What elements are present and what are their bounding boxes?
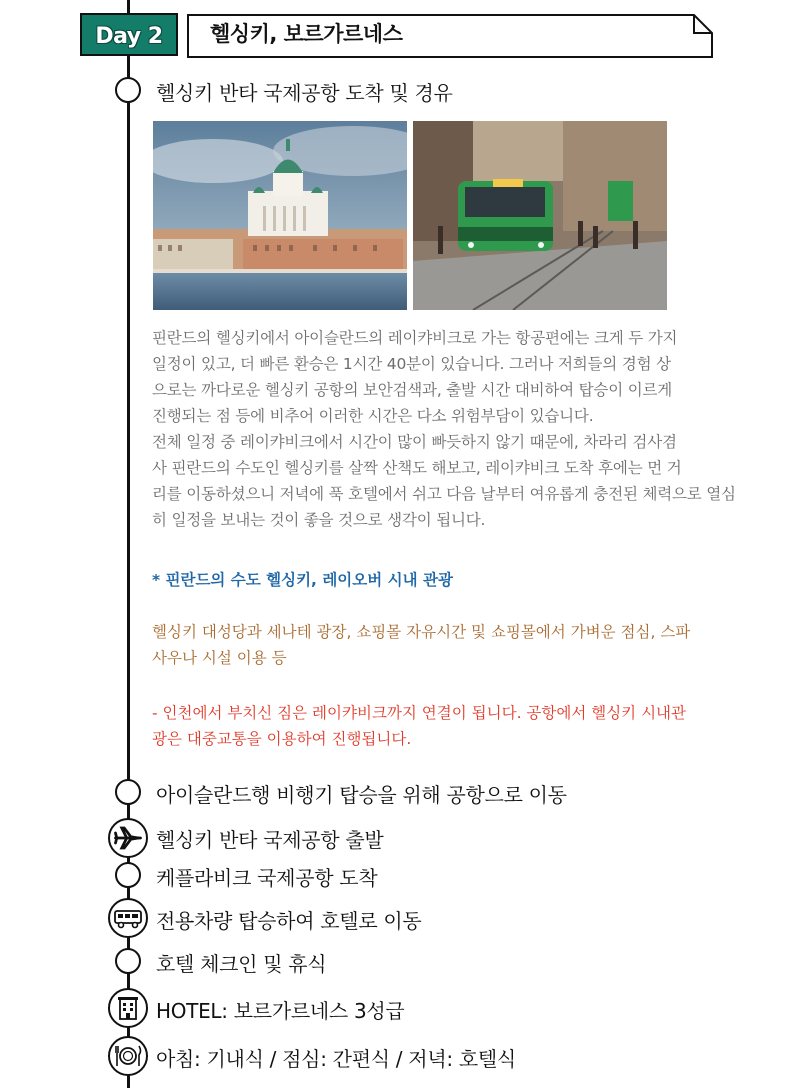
step-bus: 전용차량 탑승하여 호텔로 이동	[156, 909, 422, 933]
timeline-node	[115, 77, 141, 103]
timeline-node	[115, 862, 141, 888]
day-badge: Day 2	[80, 13, 178, 56]
step-to-airport: 아이슬란드행 비행기 탑승을 위해 공항으로 이동	[156, 783, 567, 807]
day-title: 헬싱키, 보르가르네스	[210, 22, 403, 46]
bus-icon	[108, 898, 148, 938]
step-hotel: HOTEL: 보르가르네스 3성급	[156, 999, 405, 1023]
layover-subtitle: * 핀란드의 수도 헬싱키, 레이오버 시내 관광	[152, 571, 453, 589]
step-arrive-kef: 케플라비크 국제공항 도착	[156, 866, 378, 890]
baggage-warning: - 인천에서 부치신 짐은 레이캬비크까지 연결이 됩니다. 공항에서 헬싱키 시내관 광은 대중교통을 이용하여 진행됩니다.	[152, 704, 687, 748]
cathedral-photo	[153, 121, 407, 310]
tram-photo	[413, 121, 667, 310]
timeline-node	[115, 948, 141, 974]
step-meals: 아침: 기내식 / 점심: 간편식 / 저녁: 호텔식	[156, 1047, 516, 1071]
timeline-node	[115, 779, 141, 805]
plane-icon	[108, 818, 148, 858]
step-arrival: 헬싱키 반타 국제공항 도착 및 경유	[156, 81, 453, 105]
meal-icon	[108, 1036, 148, 1076]
step-checkin: 호텔 체크인 및 휴식	[156, 952, 327, 976]
layover-note: 헬싱키 대성당과 세나테 광장, 쇼핑몰 자유시간 및 쇼핑몰에서 가벼운 점심, 스파 사우나 시설 이용 등	[152, 623, 691, 667]
step-depart: 헬싱키 반타 국제공항 출발	[156, 828, 384, 852]
description-text: 핀란드의 헬싱키에서 아이슬란드의 레이캬비크로 가는 항공편에는 크게 두 가지 일정이 있고, 더 빠른 환승은 1시간 40분이 있습니다. 그러나 저희들의 경험 상 으로는 까다로운 헬싱키 공항의 보안검색과, 출발 시간 대비하여 탑승이 이르게 진행되는 점 등에 비추어 이러한 시간은 다소 위험부담이 있습니다. 전체 일정 중 레이캬비크에서 시간이 많이 빠듯하지 않기 때문에, 차라리 검사겸 사 핀란드의 수도인 헬싱키를 살짝 산책도 해보고, 레이캬비크 도착 후에는 먼 거 리를 이동하셨으니 저녁에 푹 호텔에서 쉬고 다음 날부터 여유롭게 충전된 체력으로 열심 히 일정을 보내는 것이 좋을 것으로 생각이 됩니다.	[152, 329, 736, 529]
hotel-icon	[108, 988, 148, 1028]
